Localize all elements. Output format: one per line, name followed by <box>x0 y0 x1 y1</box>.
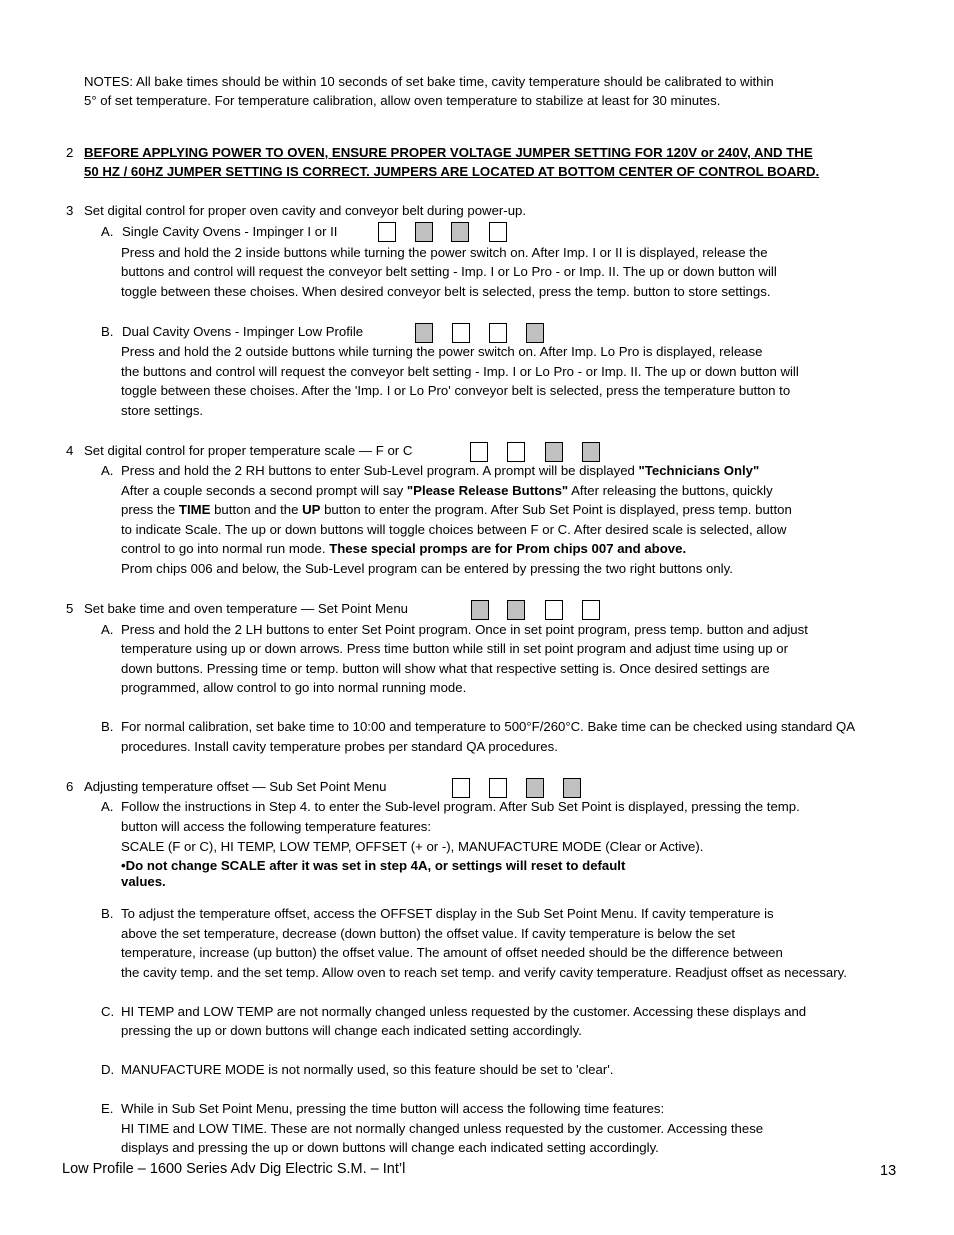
control-button-icon <box>489 778 507 798</box>
item-letter: B. <box>101 906 114 921</box>
control-button-icon <box>470 442 488 462</box>
body-line: While in Sub Set Point Menu, pressing the time button will access the following time features: <box>121 1101 665 1116</box>
body-line: button will access the following temperature features: <box>121 819 432 834</box>
emphasis-text: These special promps are for Prom chips 007 and above. <box>329 541 687 556</box>
body-line <box>121 483 773 499</box>
body-line: toggle between these choises. After the 'Imp. I or Lo Pro' conveyor belt is selected, press the temperature button to <box>121 383 791 398</box>
text-run: After releasing the buttons, quickly <box>568 483 773 498</box>
body-line: Press and hold the 2 LH buttons to enter Set Point program. Once in set point program, press temp. button and adjust <box>121 622 808 637</box>
control-button-icon <box>451 222 469 242</box>
item-letter: D. <box>101 1062 115 1077</box>
body-line: To adjust the temperature offset, access the OFFSET display in the Sub Set Point Menu. If cavity temperature is <box>121 906 774 921</box>
body-line: buttons and control will request the conveyor belt setting - Imp. I or Lo Pro - or Imp. II. The up or down button will <box>121 264 777 279</box>
text-run: Press and hold the 2 RH buttons to enter Sub-Level program. A prompt will be displayed <box>121 463 639 478</box>
step-title: Set digital control for proper oven cavity and conveyor belt during power-up. <box>84 203 527 218</box>
item-letter: A. <box>101 463 114 478</box>
body-line: procedures. Install cavity temperature probes per standard QA procedures. <box>121 739 558 754</box>
prompt-text: "Technicians Only" <box>638 463 760 478</box>
item-title: Dual Cavity Ovens - Impinger Low Profile <box>122 324 364 339</box>
body-line: temperature, increase (up button) the offset value. The amount of offset needed should be the difference between <box>121 945 783 960</box>
body-line: Follow the instructions in Step 4. to enter the Sub-level program. After Sub Set Point is displayed, pressing the temp. <box>121 799 800 814</box>
text-run: button to enter the program. After Sub Set Point is displayed, press temp. button <box>320 502 792 517</box>
notes-line: NOTES: All bake times should be within 10 seconds of set bake time, cavity temperature should be calibrated to within <box>84 74 774 89</box>
body-line: above the set temperature, decrease (down button) the offset value. If cavity temperature is below the set <box>121 926 736 941</box>
body-line: Prom chips 006 and below, the Sub-Level program can be entered by pressing the two right buttons only. <box>121 561 733 576</box>
notes-line: 5° of set temperature. For temperature calibration, allow oven temperature to stabilize at least for 30 minutes. <box>84 93 721 108</box>
text-run: button and the <box>210 502 303 517</box>
item-letter: A. <box>101 224 114 239</box>
step-number: 5 <box>66 601 74 616</box>
control-button-icon <box>545 600 563 620</box>
warning-line: values. <box>121 874 166 889</box>
item-letter: C. <box>101 1004 115 1019</box>
control-button-icon <box>526 323 544 343</box>
warning-line: BEFORE APPLYING POWER TO OVEN, ENSURE PROPER VOLTAGE JUMPER SETTING FOR 120V or 240V, AND THE <box>84 145 813 160</box>
body-line <box>121 541 686 557</box>
item-letter: A. <box>101 799 114 814</box>
step-number: 4 <box>66 443 74 458</box>
body-line: the cavity temp. and the set temp. Allow oven to reach set temp. and verify cavity temperature. Readjust offset as necessary. <box>121 965 847 980</box>
item-letter: B. <box>101 719 114 734</box>
text-run: control to go into normal run mode. <box>121 541 330 556</box>
control-button-icon <box>415 222 433 242</box>
key-name: UP <box>302 502 321 517</box>
step-title: Set digital control for proper temperature scale — F or C <box>84 443 413 458</box>
body-line <box>121 502 792 518</box>
body-line: temperature using up or down arrows. Press time button while still in set point program and adjust time using up or <box>121 641 789 656</box>
body-line: store settings. <box>121 403 204 418</box>
item-title: Single Cavity Ovens - Impinger I or II <box>122 224 338 239</box>
body-line: Press and hold the 2 outside buttons while turning the power switch on. After Imp. Lo Pro is displayed, release <box>121 344 763 359</box>
control-button-icon <box>507 600 525 620</box>
body-line: MANUFACTURE MODE is not normally used, so this feature should be set to 'clear'. <box>121 1062 614 1077</box>
control-button-icon <box>545 442 563 462</box>
body-line: to indicate Scale. The up or down buttons will toggle choices between F or C. After desired scale is selected, allow <box>121 522 787 537</box>
body-line: displays and pressing the up or down buttons will change each indicated setting accordingly. <box>121 1140 659 1155</box>
warning-line: •Do not change SCALE after it was set in step 4A, or settings will reset to default <box>121 858 626 873</box>
body-line: HI TIME and LOW TIME. These are not normally changed unless requested by the customer. Accessing these <box>121 1121 764 1136</box>
body-line: Press and hold the 2 inside buttons while turning the power switch on. After Imp. I or II is displayed, release the <box>121 245 768 260</box>
step-title: Set bake time and oven temperature — Set Point Menu <box>84 601 409 616</box>
text-run: After a couple seconds a second prompt will say <box>121 483 407 498</box>
control-button-icon <box>452 323 470 343</box>
step-title: Adjusting temperature offset — Sub Set Point Menu <box>84 779 387 794</box>
body-line: programmed, allow control to go into normal running mode. <box>121 680 467 695</box>
body-line: SCALE (F or C), HI TEMP, LOW TEMP, OFFSET (+ or -), MANUFACTURE MODE (Clear or Active). <box>121 839 704 854</box>
control-button-icon <box>526 778 544 798</box>
control-button-icon <box>507 442 525 462</box>
footer-title: Low Profile – 1600 Series Adv Dig Electric S.M. – Int’l <box>62 1161 406 1177</box>
item-letter: B. <box>101 324 114 339</box>
control-button-icon <box>471 600 489 620</box>
key-name: TIME <box>178 502 211 517</box>
step-number: 6 <box>66 779 74 794</box>
body-line <box>121 463 759 479</box>
body-line: For normal calibration, set bake time to 10:00 and temperature to 500°F/260°C. Bake time can be checked using standard QA <box>121 719 856 734</box>
control-button-icon <box>582 600 600 620</box>
step-number: 2 <box>66 145 74 160</box>
control-button-icon <box>489 222 507 242</box>
step-number: 3 <box>66 203 74 218</box>
warning-line: 50 HZ / 60HZ JUMPER SETTING IS CORRECT. JUMPERS ARE LOCATED AT BOTTOM CENTER OF CONTROL BOARD. <box>84 164 820 179</box>
control-button-icon <box>452 778 470 798</box>
page-number: 13 <box>880 1163 897 1179</box>
control-button-icon <box>563 778 581 798</box>
body-line: down buttons. Pressing time or temp. button will show what that respective setting is. Once desired settings are <box>121 661 770 676</box>
control-button-icon <box>378 222 396 242</box>
body-line: HI TEMP and LOW TEMP are not normally changed unless requested by the customer. Accessing these displays and <box>121 1004 807 1019</box>
item-letter: A. <box>101 622 114 637</box>
control-button-icon <box>489 323 507 343</box>
text-run: press the <box>121 502 179 517</box>
control-button-icon <box>415 323 433 343</box>
body-line: the buttons and control will request the conveyor belt setting - Imp. I or Lo Pro - or Imp. II. The up or down button will <box>121 364 799 379</box>
prompt-text: "Please Release Buttons" <box>406 483 569 498</box>
control-button-icon <box>582 442 600 462</box>
item-letter: E. <box>101 1101 114 1116</box>
body-line: toggle between these choises. When desired conveyor belt is selected, press the temp. button to store settings. <box>121 284 771 299</box>
body-line: pressing the up or down buttons will change each indicated setting accordingly. <box>121 1023 582 1038</box>
